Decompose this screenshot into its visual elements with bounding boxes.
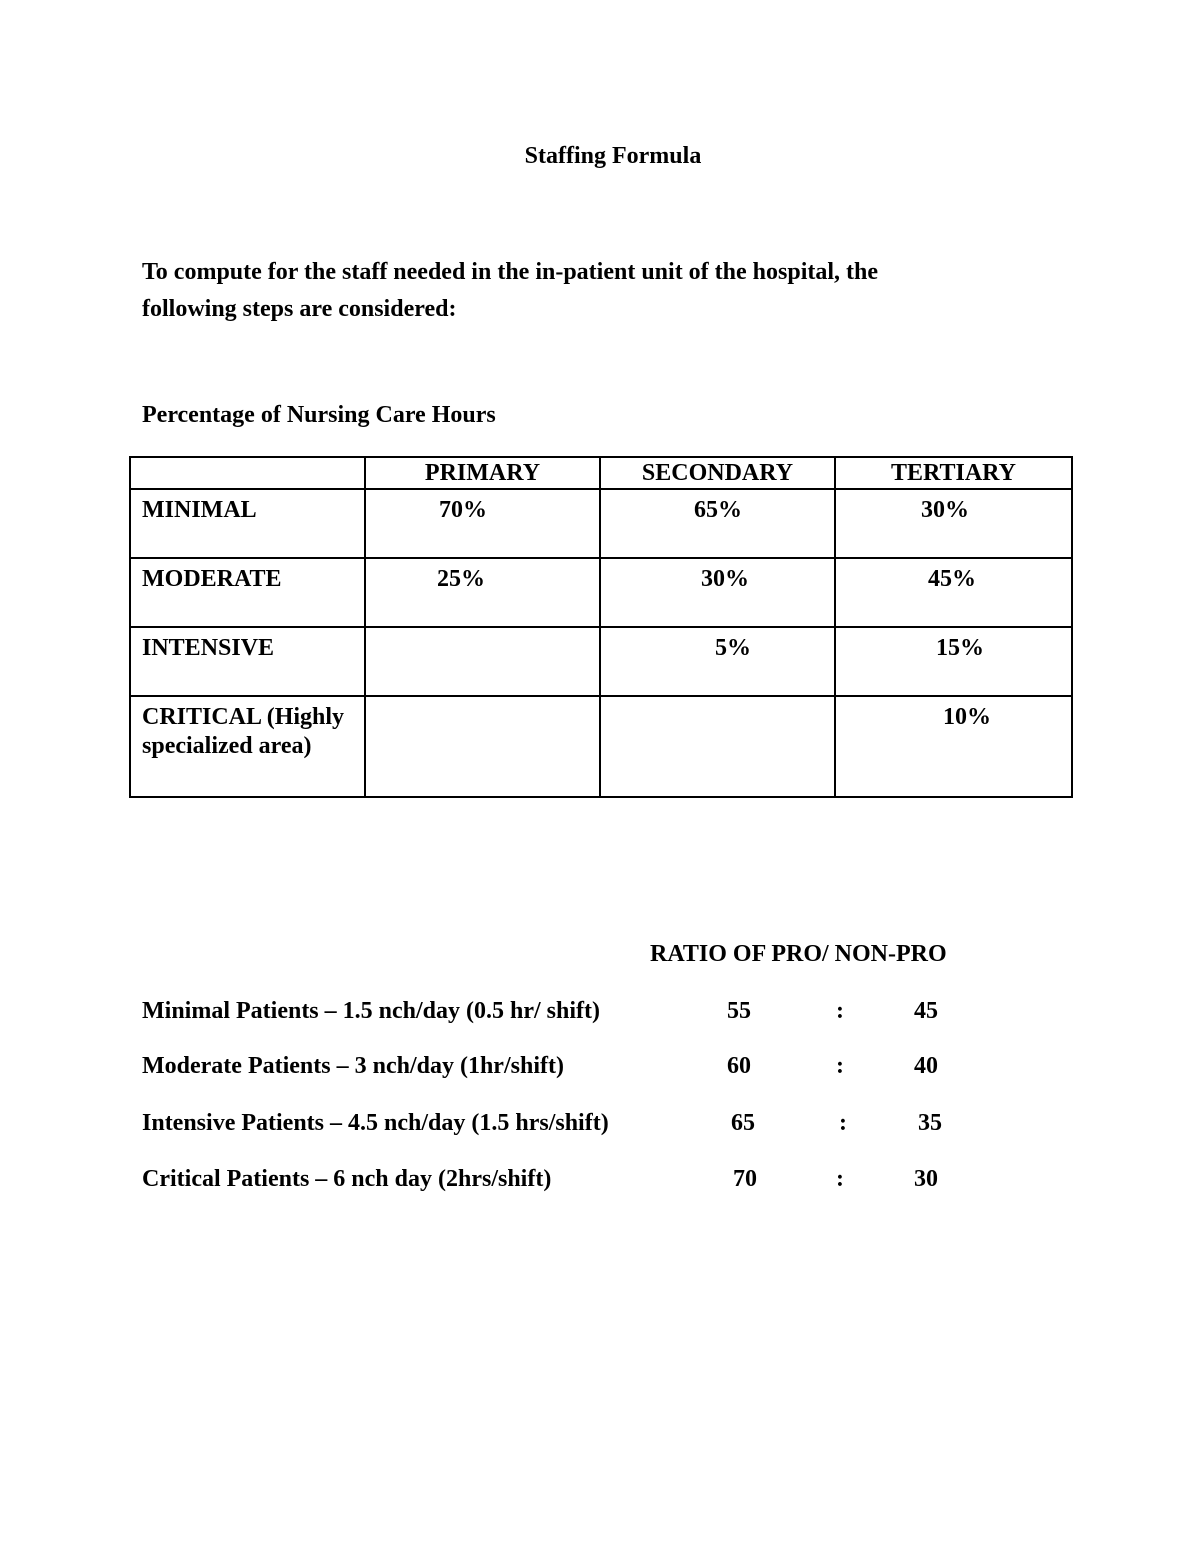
ratio-nonpro: 40 [914, 1053, 938, 1079]
ratio-pro: 70 [733, 1166, 757, 1192]
table-row [130, 489, 1072, 558]
ratio-row [0, 998, 1200, 1032]
ratio-row [0, 1166, 1200, 1200]
intro-line-2: following steps are considered: [142, 296, 457, 322]
ratio-pro: 65 [731, 1110, 755, 1136]
cell-value: 30% [701, 566, 749, 592]
ratio-separator: : [836, 1166, 844, 1192]
cell-secondary [600, 558, 835, 627]
care-hours-title: Percentage of Nursing Care Hours [142, 402, 496, 428]
row-label: MODERATE [130, 558, 365, 627]
intro-line-1: To compute for the staff needed in the in-patient unit of the hospital, the [142, 259, 879, 285]
ratio-nonpro: 30 [914, 1166, 938, 1192]
header-cell-primary: PRIMARY [365, 457, 600, 489]
ratio-separator: : [836, 1053, 844, 1079]
ratio-label: Intensive Patients – 4.5 nch/day (1.5 hrs/shift) [142, 1110, 609, 1136]
table-header-row [130, 457, 1072, 489]
header-cell-secondary: SECONDARY [600, 457, 835, 489]
cell-value: 30% [921, 497, 969, 523]
cell-primary [365, 627, 600, 696]
cell-primary [365, 696, 600, 797]
care-hours-table [129, 456, 1073, 798]
ratio-label: Minimal Patients – 1.5 nch/day (0.5 hr/ shift) [142, 998, 601, 1024]
ratio-label: Moderate Patients – 3 nch/day (1hr/shift) [142, 1053, 564, 1079]
cell-value: 5% [715, 635, 751, 661]
cell-secondary [600, 627, 835, 696]
cell-value: 45% [928, 566, 976, 592]
cell-primary [365, 489, 600, 558]
ratio-row [0, 1110, 1200, 1144]
ratio-label: Critical Patients – 6 nch day (2hrs/shift) [142, 1166, 552, 1192]
cell-primary [365, 558, 600, 627]
cell-tertiary [835, 489, 1072, 558]
ratio-pro: 60 [727, 1053, 751, 1079]
table-row [130, 696, 1072, 797]
cell-secondary [600, 696, 835, 797]
intro-paragraph [142, 254, 878, 328]
ratio-title: RATIO OF PRO/ NON-PRO [650, 941, 947, 967]
cell-value: 70% [439, 497, 487, 523]
ratio-row [0, 1053, 1200, 1087]
ratio-nonpro: 35 [918, 1110, 942, 1136]
cell-tertiary [835, 696, 1072, 797]
cell-value: 65% [694, 497, 742, 523]
ratio-nonpro: 45 [914, 998, 938, 1024]
cell-value: 10% [943, 704, 991, 730]
header-cell-empty [130, 457, 365, 489]
table-row [130, 558, 1072, 627]
row-label: MINIMAL [130, 489, 365, 558]
document-title: Staffing Formula [524, 143, 702, 169]
cell-value: 25% [437, 566, 485, 592]
row-label: CRITICAL (Highly specialized area) [130, 696, 365, 797]
table-row [130, 627, 1072, 696]
cell-tertiary [835, 627, 1072, 696]
row-label: INTENSIVE [130, 627, 365, 696]
ratio-separator: : [839, 1110, 847, 1136]
cell-tertiary [835, 558, 1072, 627]
ratio-separator: : [836, 998, 844, 1024]
header-cell-tertiary: TERTIARY [835, 457, 1072, 489]
ratio-pro: 55 [727, 998, 751, 1024]
cell-value: 15% [936, 635, 984, 661]
cell-secondary [600, 489, 835, 558]
